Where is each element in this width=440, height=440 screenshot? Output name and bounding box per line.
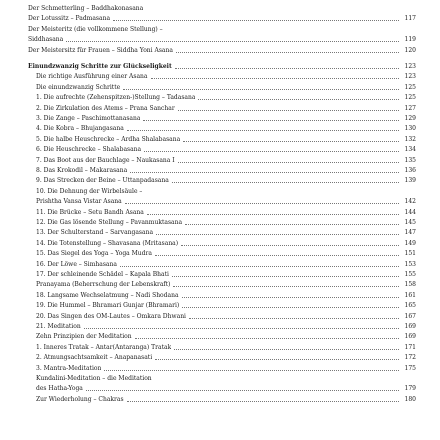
toc-page-number: 135 bbox=[404, 156, 416, 164]
toc-dot-leader bbox=[113, 16, 399, 21]
toc-page-number: 169 bbox=[404, 333, 416, 341]
toc-entry-title: Der Meistersitz für Frauen – Siddha Yoni Asana bbox=[28, 46, 173, 54]
toc-dot-leader bbox=[183, 137, 399, 142]
toc-entry bbox=[0, 167, 440, 174]
toc-entry bbox=[0, 36, 440, 43]
toc-entry-title: Zur Wiederholung – Chakras bbox=[36, 395, 124, 403]
toc-page-number: 161 bbox=[404, 291, 416, 299]
toc-entry-title: Kundalini-Meditation – die Meditation bbox=[36, 375, 152, 382]
toc-page-number: 130 bbox=[404, 125, 416, 133]
toc-page-number: 158 bbox=[404, 281, 416, 289]
toc-entry-title: 14. Die Totenstellung – Shavasana (Mritasana) bbox=[36, 239, 179, 247]
toc-dot-leader bbox=[147, 210, 399, 215]
toc-page-number: 125 bbox=[404, 94, 416, 102]
toc-entry bbox=[0, 323, 440, 330]
toc-dot-leader bbox=[176, 48, 399, 53]
toc-page-number: 149 bbox=[404, 239, 416, 247]
toc-dot-leader bbox=[135, 334, 399, 339]
toc-entry bbox=[0, 125, 440, 132]
toc-dot-leader bbox=[185, 220, 399, 225]
toc-section-heading bbox=[0, 63, 440, 70]
toc-page-number: 123 bbox=[404, 73, 416, 81]
toc-entry bbox=[0, 344, 440, 351]
toc-page-number: 169 bbox=[404, 323, 416, 330]
toc-dot-leader bbox=[189, 314, 399, 319]
toc-entry bbox=[0, 292, 440, 299]
toc-entry bbox=[0, 94, 440, 101]
toc-entry-title: 19. Die Hummel – Bhramari Gunjar (Bhramari) bbox=[36, 302, 180, 310]
toc-entry bbox=[0, 84, 440, 91]
toc-entry bbox=[0, 354, 440, 361]
toc-entry-title: des Hatha-Yoga bbox=[36, 385, 83, 393]
toc-entry bbox=[0, 188, 440, 195]
toc-entry bbox=[0, 73, 440, 80]
toc-page-number: 171 bbox=[404, 343, 416, 351]
toc-entry-title: 21. Meditation bbox=[36, 323, 81, 330]
toc-entry-title: Einundzwanzig Schritte zur Glückseligkeit bbox=[28, 63, 172, 70]
toc-dot-leader bbox=[178, 106, 399, 111]
toc-entry bbox=[0, 365, 440, 372]
toc-dot-leader bbox=[155, 251, 399, 256]
toc-entry-title: 20. Das Singen des OM-Lautes – Omkara Dhwani bbox=[36, 312, 186, 320]
toc-entry-title: Der Meisteritz (die vollkommene Stellung) – bbox=[28, 25, 163, 33]
toc-entry-title: Der Lotussitz – Padmasana bbox=[28, 15, 111, 23]
toc-dot-leader bbox=[125, 199, 399, 204]
toc-dot-leader bbox=[181, 241, 399, 246]
toc-dot-leader bbox=[174, 345, 399, 350]
toc-dot-leader bbox=[151, 74, 400, 79]
toc-entry-title: 18. Langsame Wechselatmung – Nadi Shodana bbox=[36, 291, 179, 299]
toc-entry-title: 12. Die Gas lösende Stellung – Pavanmuktasana bbox=[36, 219, 183, 226]
toc-entry-title: 10. Die Dehnung der Wirbelsäule – bbox=[36, 187, 143, 195]
toc-entry-title: 2. Atmungsachtsamkeit – Anapanasati bbox=[36, 354, 153, 362]
toc-entry bbox=[0, 198, 440, 205]
toc-dot-leader bbox=[127, 126, 399, 131]
toc-entry-title: Prishtha Vansa Vistar Asana bbox=[36, 198, 122, 206]
toc-entry bbox=[0, 26, 440, 33]
toc-dot-leader bbox=[182, 293, 399, 298]
toc-entry-title: 8. Das Krokodil – Makarasana bbox=[36, 167, 128, 174]
toc-entry bbox=[0, 157, 440, 164]
toc-entry bbox=[0, 261, 440, 268]
toc-dot-leader bbox=[144, 147, 399, 152]
toc-dot-leader bbox=[104, 366, 399, 371]
toc-entry bbox=[0, 5, 440, 12]
toc-page-number: 179 bbox=[404, 385, 416, 393]
toc-entry-title: 9. Das Strecken der Beine – Uttanpadasana bbox=[36, 177, 169, 185]
toc-dot-leader bbox=[155, 355, 399, 360]
toc-entry bbox=[0, 136, 440, 143]
toc-dot-leader bbox=[120, 262, 399, 267]
toc-page-number: 145 bbox=[404, 219, 416, 226]
toc-page-number: 151 bbox=[404, 250, 416, 258]
toc-entry-title: 7. Das Boot aus der Bauchlage – Naukasana I bbox=[36, 156, 175, 164]
toc-dot-leader bbox=[156, 230, 399, 235]
toc-entry-title: 17. Der schleinende Schädel – Kapala Bhati bbox=[36, 271, 169, 278]
toc-entry bbox=[0, 396, 440, 403]
toc-page-number: 132 bbox=[404, 135, 416, 143]
toc-dot-leader bbox=[84, 324, 399, 329]
toc-entry bbox=[0, 115, 440, 122]
toc-page-number: 144 bbox=[404, 208, 416, 216]
toc-page-number: 139 bbox=[404, 177, 416, 185]
toc-page-number: 123 bbox=[404, 63, 416, 70]
toc-entry bbox=[0, 146, 440, 153]
toc-entry bbox=[0, 240, 440, 247]
toc-page-number: 180 bbox=[404, 395, 416, 403]
toc-dot-leader bbox=[66, 37, 399, 42]
toc-entry bbox=[0, 313, 440, 320]
toc-page-number: 153 bbox=[404, 260, 416, 268]
toc-dot-leader bbox=[175, 64, 399, 69]
toc-page-number: 136 bbox=[404, 167, 416, 174]
toc-dot-leader bbox=[130, 168, 399, 173]
toc-page-number: 172 bbox=[404, 354, 416, 362]
toc-entry-title: 4. Die Kobra – Bhujangasana bbox=[36, 125, 124, 133]
toc-dot-leader bbox=[198, 95, 399, 100]
toc-entry-title: 2. Die Zirkulation des Atems – Prana Sanchar bbox=[36, 104, 175, 112]
toc-entry bbox=[0, 271, 440, 278]
toc-entry-title: 6. Die Heuschrecke – Shalabasana bbox=[36, 146, 142, 154]
toc-page-number: 127 bbox=[404, 104, 416, 112]
toc-entry-title: 11. Die Brücke – Setu Bandh Asana bbox=[36, 208, 144, 216]
toc-entry-title: Pranayama (Beherrschung der Lebenskraft) bbox=[36, 281, 171, 289]
toc-entry-title: 3. Die Zange – Paschimottanasana bbox=[36, 115, 141, 122]
toc-entry-title: 13. Der Schulterstand – Sarvangasana bbox=[36, 229, 154, 237]
toc-entry bbox=[0, 333, 440, 340]
toc-entry-title: Zehn Prinzipien der Meditation bbox=[36, 333, 132, 341]
toc-dot-leader bbox=[143, 116, 399, 121]
toc-dot-leader bbox=[178, 158, 399, 163]
toc-page-number: 167 bbox=[404, 312, 416, 320]
toc-entry-title: 3. Mantra-Meditation bbox=[36, 364, 102, 372]
toc-page-number: 147 bbox=[404, 229, 416, 237]
toc-dot-leader bbox=[172, 272, 399, 277]
toc-page-number: 117 bbox=[404, 15, 416, 23]
toc-entry bbox=[0, 229, 440, 236]
toc-dot-leader bbox=[127, 397, 399, 402]
toc-entry-title: 16. Der Löwe – Simhasana bbox=[36, 260, 117, 268]
toc-entry bbox=[0, 105, 440, 112]
toc-entry bbox=[0, 209, 440, 216]
toc-page-number: 142 bbox=[404, 198, 416, 206]
toc-entry-title: Der Schmetterling – Baddhakonasana bbox=[28, 5, 144, 12]
toc-entry bbox=[0, 375, 440, 382]
toc-entry bbox=[0, 177, 440, 184]
toc-entry bbox=[0, 15, 440, 22]
toc-entry bbox=[0, 47, 440, 54]
toc-entry bbox=[0, 302, 440, 309]
toc-dot-leader bbox=[172, 178, 399, 183]
toc-page-number: 175 bbox=[404, 364, 416, 372]
toc-page-number: 165 bbox=[404, 302, 416, 310]
toc-entry-title: Siddhasana bbox=[28, 36, 64, 44]
toc-entry-title: Die richtige Ausführung einer Asana bbox=[36, 73, 148, 81]
toc-dot-leader bbox=[173, 282, 399, 287]
toc-page-number: 134 bbox=[404, 146, 416, 154]
toc-entry bbox=[0, 250, 440, 257]
toc-entry-title: 5. Die halbe Heuschrecke – Ardha Shalabasana bbox=[36, 135, 181, 143]
toc-page-number: 125 bbox=[404, 83, 416, 91]
toc-entry bbox=[0, 281, 440, 288]
toc-entry bbox=[0, 219, 440, 226]
toc-dot-leader bbox=[182, 303, 399, 308]
toc-entry-title: Die einundzwanzig Schritte bbox=[36, 83, 121, 91]
toc-page-number: 129 bbox=[404, 115, 416, 122]
toc-entry-title: 1. Die aufrechte (Zehenspitzen-)Stellung – Tadasana bbox=[36, 94, 196, 102]
toc-page-number: 155 bbox=[404, 271, 416, 278]
toc-dot-leader bbox=[86, 386, 399, 391]
toc-page-number: 120 bbox=[404, 46, 416, 54]
toc-entry-title: 15. Das Siegel des Yoga – Yoga Mudra bbox=[36, 250, 152, 258]
toc-dot-leader bbox=[123, 85, 399, 90]
toc-entry-title: 1. Inneres Tratak – Antar(Antaranga) Tratak bbox=[36, 343, 172, 351]
toc-entry bbox=[0, 385, 440, 392]
toc-page-number: 119 bbox=[404, 36, 416, 44]
